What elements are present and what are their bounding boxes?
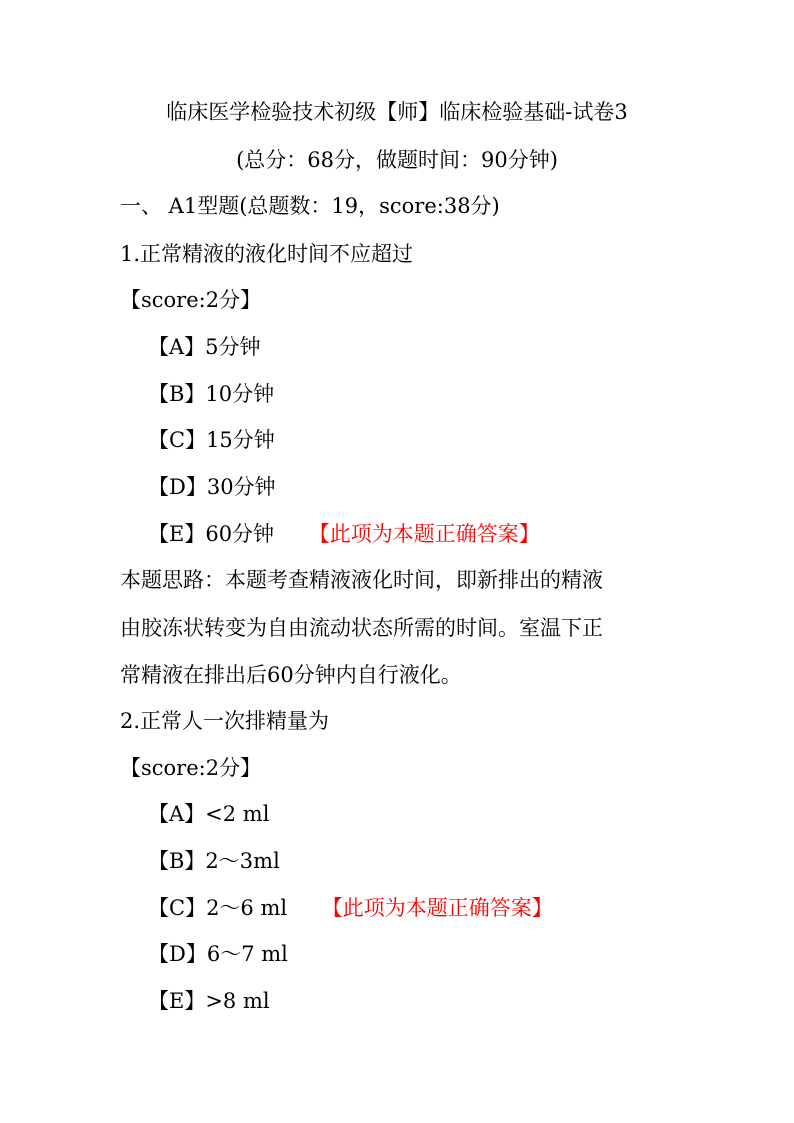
q1-option-c <box>148 426 275 454</box>
q1-option-a <box>148 333 261 361</box>
q1-correct-marker: 【此项为本题正确答案】 <box>308 522 540 546</box>
question-stem-2: 2.正常人一次排精量为 <box>120 709 330 733</box>
q2-option-e-label: 【E】>8 ml <box>148 989 270 1013</box>
q2-option-e <box>148 987 270 1015</box>
q1-option-b <box>148 380 274 408</box>
q2-option-d <box>148 940 288 968</box>
question-score-2: 【score:2分】 <box>120 756 262 780</box>
q1-explanation-line-1: 本题思路：本题考查精液液化时间，即新排出的精液 <box>120 568 603 592</box>
q2-option-b-label: 【B】2～3ml <box>148 849 280 873</box>
q2-option-b <box>148 847 280 875</box>
q1-option-b-label: 【B】10分钟 <box>148 382 275 406</box>
q2-option-c <box>148 894 553 922</box>
question-stem-1: 1.正常精液的液化时间不应超过 <box>120 242 414 266</box>
q2-option-a <box>148 800 269 828</box>
q1-option-d-label: 【D】30分钟 <box>148 475 276 499</box>
section-heading: 一、 A1型题(总题数：19，score:38分) <box>120 194 500 218</box>
q1-option-c-label: 【C】15分钟 <box>148 428 275 452</box>
exam-title: 临床医学检验技术初级【师】临床检验基础-试卷3 <box>166 100 628 124</box>
q1-explanation-line-3: 常精液在排出后60分钟内自行液化。 <box>120 663 462 687</box>
q2-option-c-label: 【C】2～6 ml <box>148 896 288 920</box>
q1-option-e <box>148 520 540 548</box>
q1-option-d <box>148 473 276 501</box>
q2-correct-marker: 【此项为本题正确答案】 <box>321 896 553 920</box>
question-score-1: 【score:2分】 <box>120 288 262 312</box>
q2-option-a-label: 【A】<2 ml <box>148 802 270 826</box>
q1-option-a-label: 【A】5分钟 <box>148 335 261 359</box>
q1-explanation-line-2: 由胶冻状转变为自由流动状态所需的时间。室温下正 <box>120 616 603 640</box>
q2-option-d-label: 【D】6～7 ml <box>148 942 288 966</box>
exam-subtitle: (总分：68分，做题时间：90分钟) <box>236 148 558 172</box>
q1-option-e-label: 【E】60分钟 <box>148 522 275 546</box>
